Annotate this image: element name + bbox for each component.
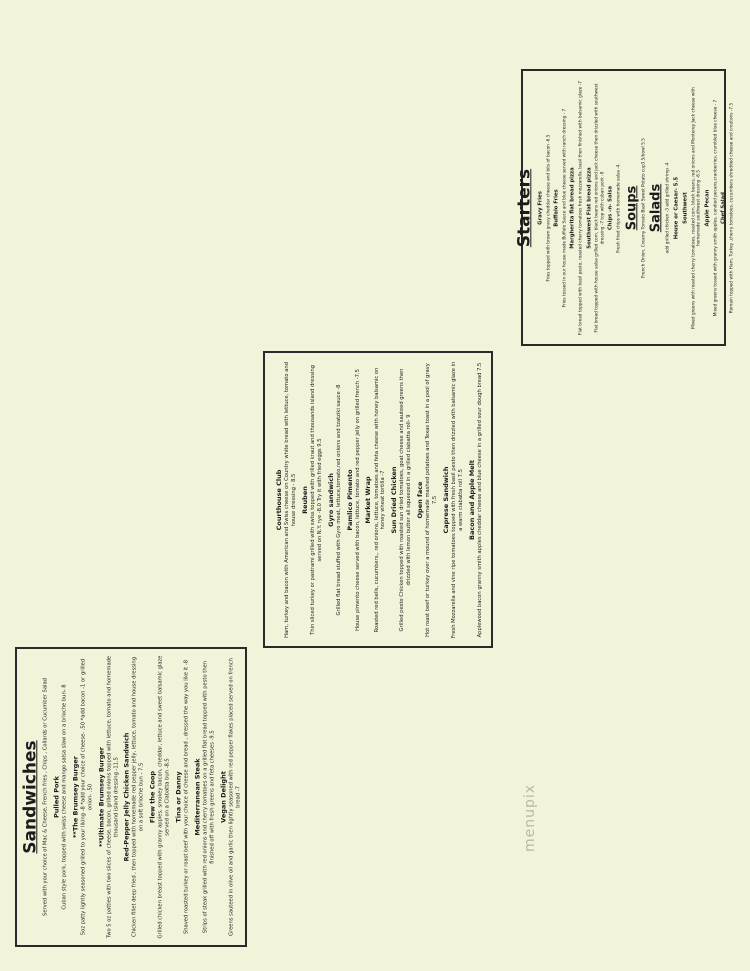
sandwiches-continued-content <box>272 353 484 646</box>
menu-item-name: Pamlico Pimento <box>345 468 354 531</box>
menu-item-name: Sun Dried Chicken <box>390 466 399 534</box>
menu-item-name: Bacon and Apple Melt <box>467 459 476 540</box>
menu-item-desc: Strips of steak grilled with red onions and cherry tomatoes on a grilled flat bread topped with pesto then finished off with fresh greens and feta cheeses -9.5 <box>202 660 216 934</box>
menu-item-desc: 5oz patty lightly seasoned grilled to your liking -8 *add your choice of cheese- .50 *add bacon -1 or grilled onion- .50 <box>80 658 94 936</box>
menu-item-desc: Greens sauteed in olive oil and garlic then lightly seasoned with red pepper flakes placed served on french bread -7 <box>228 658 241 936</box>
menu-item-name: Apple Pecan <box>703 189 710 226</box>
starters-heading: Starters <box>513 168 534 247</box>
menu-item-name: Caprese Sandwich <box>442 465 451 534</box>
menu-item-desc: Hot roast beef or turkey over a mound of homemade mashed potatoes and Texas toast in a pool of gravy 7.5 <box>425 362 439 637</box>
menu-item-desc: Mixed greens tossed with granny smith apples, candied pecans,cranberries, crumbled blue cheese - 7 <box>711 99 717 316</box>
menu-item-name: Market Wrap <box>364 475 373 524</box>
menu-item-desc: Two 5 oz patties with two slices of cheese, bacon, grilled onions topped with lettuce, tomato and homemade thousand island dressing -11.5 <box>105 655 119 939</box>
salads-heading: Salads <box>647 183 663 232</box>
menu-item-desc: Grilled chicken breast topped with granny apples, smokey bacon, cheddar, lettuce and sweet balsamic glaze served on a Ciabatta bun -8.5 <box>157 655 171 939</box>
menu-item-desc: House pimento cheese served with bacon, lettuce, tomato and red pepper jelly on grilled french -7.5 <box>354 368 361 631</box>
menu-item-name: **The Brumsey Burger <box>71 756 80 838</box>
menu-item-desc: Chicken fillet deep fried , then topped with homemade red pepper jelly, lettuce, tomato and house dressing on a soft brioche bun - 7.5 <box>131 656 145 938</box>
watermark: menupix <box>522 783 538 852</box>
menu-item-name: Red-Pepper Jelly Chicken Sandwich <box>122 732 131 862</box>
menu-item-desc: Grilled flat bread stuffed with Gyro meat, lettuce,tomato,red onions and tzatziki sauce -8 <box>335 384 342 615</box>
sandwiches-panel <box>15 647 247 947</box>
menu-item-desc: Ham, turkey and bacon with American and Swiss cheese on Country white bread with lettuce, tomato and house dressing - 8.5 <box>284 361 298 638</box>
sandwiches-continued-panel <box>263 351 493 648</box>
menu-item-name: Margherita flat bread pizza <box>569 166 576 249</box>
menu-item-desc: Applewood bacon granny smith apples cheddar cheese and blue cheese in a grilled sour dough bread 7.5 <box>476 362 483 637</box>
menu-item-name: Chips -n- Salsa <box>607 185 614 230</box>
soups-desc: French Onion, Creamy Tomato Basil Sweet Potato cup3.5/bowl 5.5 <box>639 137 645 278</box>
menu-item-name: **Ultimate Brumsey Burger <box>96 747 105 847</box>
menu-item-name: Pulled Pork <box>52 776 61 818</box>
menu-item-name: Mediterranean Steak <box>193 758 202 836</box>
menu-item-name: Vegan Delight <box>218 771 227 823</box>
menu-item-desc: Fries tossed in our house made Buffalo Sauce and blue cheese served with ranch dressing - 7 <box>560 108 566 307</box>
menu-item-name: Chef Salad <box>720 191 726 224</box>
starters-panel <box>513 69 733 346</box>
menu-item-desc: Romain topped with Ham, Turkey ,cherry tomatoes, cucumbers shredded cheese and croutons -7.5 <box>727 102 733 313</box>
sandwiches-content <box>20 649 241 945</box>
menu-item-desc: Flat bread topped with house salsa grilled corn, black beans red onions and jack cheese then drizzled with southwest dressing -7 top with cuban pork -9 <box>593 83 604 332</box>
menu-item-desc: Shaved roasted turkey or roast beef with your choice of cheese and bread , dressed the way you like it -8 <box>183 659 190 935</box>
menu-item-desc: Grilled pesto Chicken topped with roasted sun dried tomatoes, goat cheese and sauteed greens then drizzled with lemon butter all squeezed in a grilled ciabatta roll- 9 <box>399 368 413 631</box>
menu-item-name: Courthouse Club <box>275 469 284 530</box>
salads-intro: add grilled chicken -3 add grilled shrimp -4 <box>663 161 669 254</box>
menu-item-name: Flew the Coop <box>148 770 157 824</box>
menu-item-name: Tina or Danny <box>174 771 183 823</box>
menu-item-desc: Flat bread topped with basil pesto, roasted cherry tomatoes fresh mozzarella, basil then finished with balsamic glaze -7 <box>576 80 582 335</box>
menu-item-desc: Roasted red bells, cucumbers,, red onions, lettuce, tomatoes and feta cheese with honey balsamic on honey wheat tortilla -7 <box>373 367 387 632</box>
menu-item-desc: Fries topped with brown gravy cheddar cheese and bits of bacon -6.5 <box>544 134 550 281</box>
starters-content <box>514 71 733 344</box>
menu-item-name: Gravy Fries <box>536 190 543 225</box>
menu-item-desc: Thin sliced turkey or pastrami grilled with swiss topped with grilled kraut and thousands island dressing served on N.Y. rye -8.0 Try it with fried eggs 9.5 <box>310 364 323 635</box>
menu-item-name: Buffalo Fries <box>553 188 559 227</box>
menu-item-name: Southwest Flat bread pizza <box>585 166 592 249</box>
menu-item-desc: Fresh Mozzarella and vine ripe tomatoes topped with fresh basil pesto then drizzled with balsamic glaze in a warm ciabatta roll 7.5 <box>451 361 464 638</box>
menu-item-name: Open face <box>416 481 425 518</box>
menu-item-name: Reuben <box>301 485 310 514</box>
menu-item-desc: Cuban style pork, topped with swiss cheese and mango salsa slaw on a brioche bun- 8 <box>61 684 68 910</box>
menu-item-name: Gyro sandwich <box>326 472 335 527</box>
sandwiches-intro: Served with your choice of Mac & Cheese, French fries , Chips , Collards or Cucumber Salad <box>42 678 49 916</box>
menu-item-desc: Fresh fried chips with homemade salsa -4. <box>614 162 620 253</box>
menu-item-desc: Mixed greens with roasted cherry tomatoes, roasted corn, black beans, red onions and Monterey Jack cheese with homemade southwest dressing -6.5 <box>689 86 701 329</box>
soups-heading: Soups <box>623 185 639 230</box>
sandwiches-heading: Sandwiches <box>20 740 41 854</box>
menu-item-name: Southwest <box>682 191 689 224</box>
menu-item-name: House or Caesar- 5.5 <box>672 176 679 239</box>
